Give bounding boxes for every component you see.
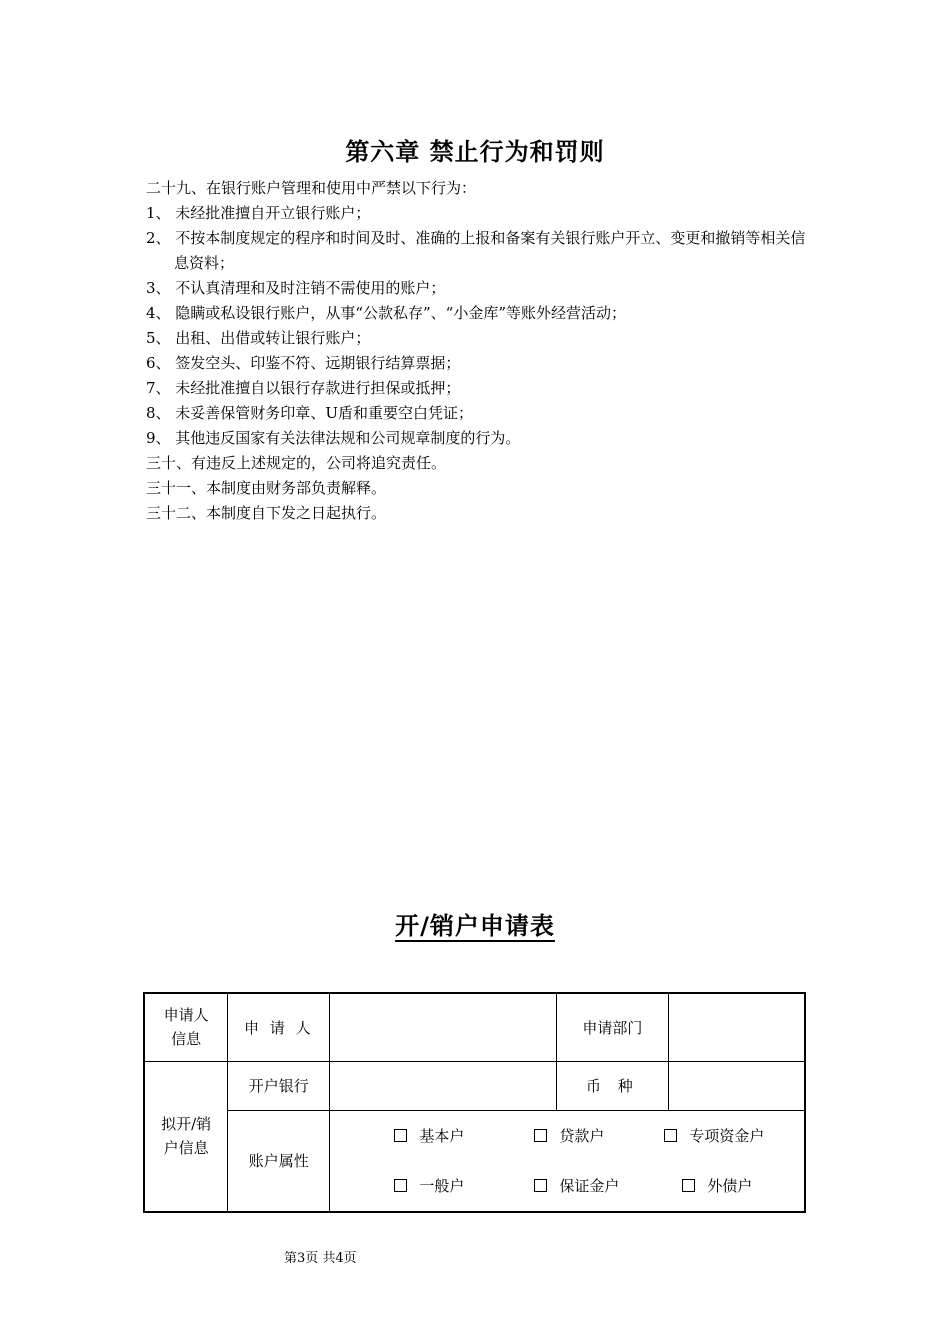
bank-label: 开户银行: [228, 1061, 330, 1110]
account-attribute-options: [330, 1110, 805, 1212]
prohibited-item-9: 9、 其他违反国家有关法律法规和公司规章制度的行为。: [146, 429, 521, 447]
option-general-account[interactable]: 一般户: [394, 1175, 534, 1196]
application-form: [143, 992, 806, 1213]
checkbox-icon[interactable]: [682, 1179, 695, 1192]
checkbox-icon[interactable]: [534, 1179, 547, 1192]
chapter-body: [146, 176, 816, 526]
applicant-section-label: 申请人信息: [144, 993, 228, 1061]
article-30: 三十、有违反上述规定的，公司将追究责任。: [146, 454, 447, 472]
checkbox-icon[interactable]: [394, 1179, 407, 1192]
account-attribute-label: 账户属性: [228, 1110, 330, 1212]
prohibited-item-2: 2、 不按本制度规定的程序和时间及时、准确的上报和备案有关银行账户开立、变更和撤销等相关信息资料；: [146, 229, 806, 272]
prohibited-item-8: 8、 未妥善保管财务印章、U盾和重要空白凭证；: [146, 404, 473, 422]
option-special-fund-account[interactable]: 专项资金户: [664, 1125, 764, 1146]
article-32: 三十二、本制度自下发之日起执行。: [146, 504, 387, 522]
prohibited-item-4: 4、 隐瞒或私设银行账户，从事“公款私存”、“小金库”等账外经营活动；: [146, 304, 626, 322]
form-title: 开/销户申请表: [395, 912, 555, 940]
prohibited-item-6: 6、 签发空头、印鉴不符、远期银行结算票据；: [146, 354, 461, 372]
department-field[interactable]: [668, 993, 805, 1061]
checkbox-icon[interactable]: [394, 1129, 407, 1142]
option-foreign-debt-account[interactable]: 外债户: [682, 1175, 752, 1196]
department-label: 申请部门: [556, 993, 668, 1061]
option-basic-account[interactable]: 基本户: [394, 1125, 534, 1146]
option-deposit-account[interactable]: 保证金户: [534, 1175, 682, 1196]
prohibited-item-3: 3、 不认真清理和及时注销不需使用的账户；: [146, 279, 446, 297]
article-29: 二十九、在银行账户管理和使用中严禁以下行为：: [146, 179, 477, 197]
checkbox-icon[interactable]: [534, 1129, 547, 1142]
article-31: 三十一、本制度由财务部负责解释。: [146, 479, 387, 497]
bank-field[interactable]: [330, 1061, 557, 1110]
chapter-title: 第六章 禁止行为和罚则: [345, 138, 605, 166]
account-section-label: 拟开/销户信息: [144, 1061, 228, 1212]
prohibited-item-7: 7、 未经批准擅自以银行存款进行担保或抵押；: [146, 379, 461, 397]
page-footer: 第3页 共4页: [284, 1251, 357, 1266]
prohibited-item-5: 5、 出租、出借或转让银行账户；: [146, 329, 371, 347]
checkbox-icon[interactable]: [664, 1129, 677, 1142]
currency-label: 币 种: [556, 1061, 668, 1110]
currency-field[interactable]: [668, 1061, 805, 1110]
option-loan-account[interactable]: 贷款户: [534, 1125, 664, 1146]
applicant-label: 申 请 人: [228, 993, 330, 1061]
prohibited-item-1: 1、 未经批准擅自开立银行账户；: [146, 204, 371, 222]
applicant-field[interactable]: [330, 993, 557, 1061]
